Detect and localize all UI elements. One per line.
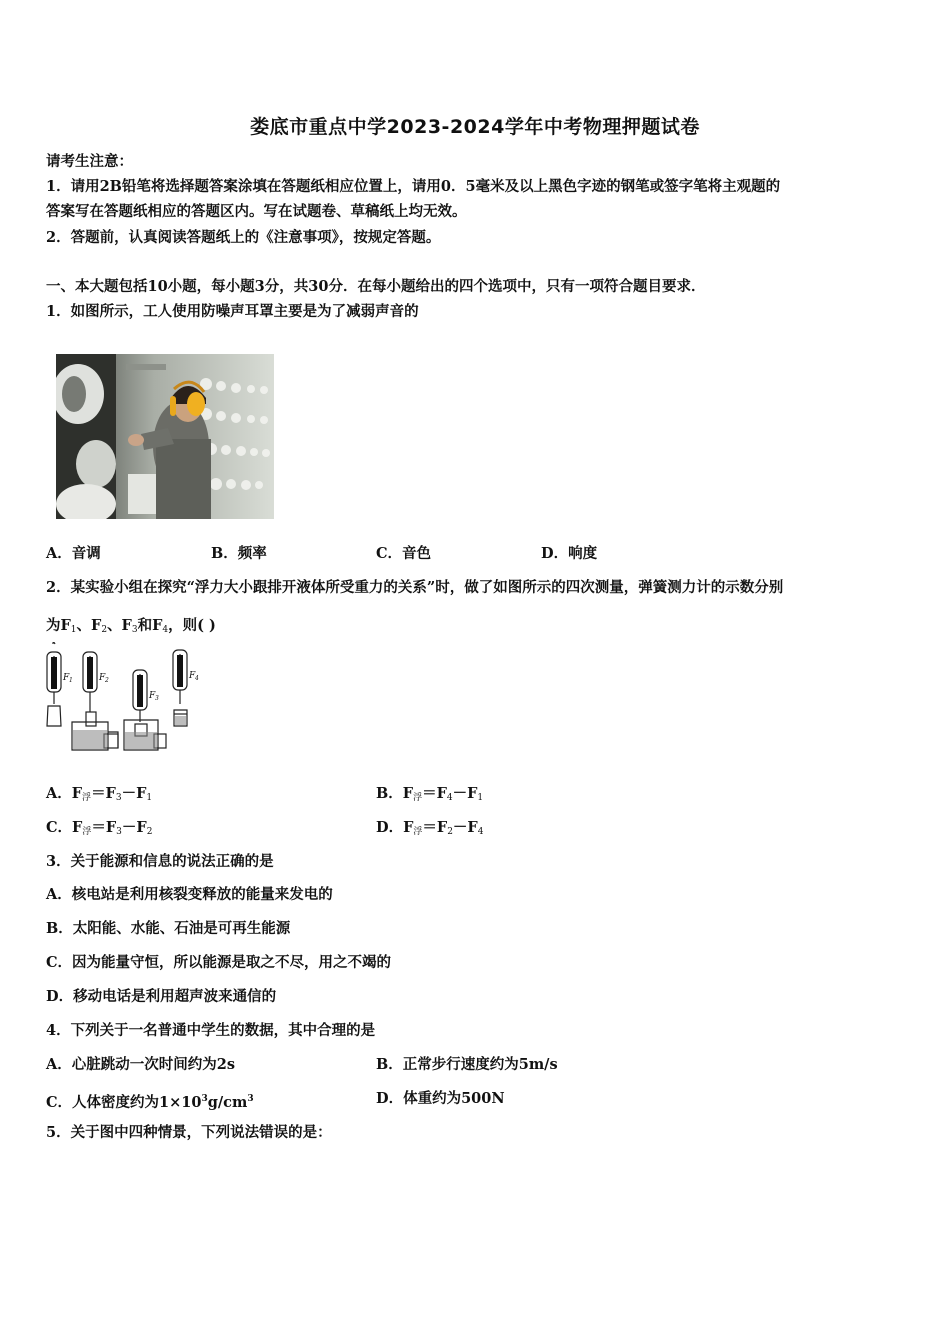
svg-text:F: F	[63, 673, 70, 683]
svg-text:3: 3	[155, 695, 159, 702]
question-4-option-a: A．心脏跳动一次时间约为2s	[46, 1056, 236, 1073]
question-2-stem-line-2: 为$F_1$、$F_2$、$F_3$和$F_4$，则( )	[46, 617, 216, 635]
question-2-option-c: C．$F_浮=F_3-F_2$	[46, 819, 153, 837]
question-1-option-b: B．频率	[211, 545, 267, 562]
question-4-option-c: C．人体密度约为$1\times 10^3g/cm^3$	[46, 1094, 254, 1111]
page-title: 娄底市重点中学2023-2024学年中考物理押题试卷	[250, 116, 700, 138]
svg-text:F: F	[99, 673, 106, 683]
question-2-option-a: A．$F_浮=F_3-F_1$	[46, 785, 153, 803]
worker-earmuffs-photo	[56, 354, 274, 519]
question-3-option-b: B．太阳能、水能、石油是可再生能源	[46, 920, 291, 937]
question-4-option-d: D．体重约为500N	[376, 1090, 505, 1107]
question-3-option-c: C．因为能量守恒，所以能源是取之不尽，用之不竭的	[46, 954, 392, 971]
spring-scale-figure	[42, 642, 212, 754]
svg-text:F: F	[149, 691, 156, 701]
svg-text:1: 1	[69, 677, 73, 684]
question-3-option-a: A．核电站是利用核裂变释放的能量来发电的	[46, 886, 333, 903]
question-3-option-d: D．移动电话是利用超声波来通信的	[46, 988, 277, 1005]
svg-text:4: 4	[195, 675, 199, 682]
question-3-stem: 3．关于能源和信息的说法正确的是	[46, 853, 274, 870]
question-4-stem: 4．下列关于一名普通中学生的数据，其中合理的是	[46, 1022, 376, 1039]
question-1-option-a: A．音调	[46, 545, 101, 562]
notice-item-1-line-2: 答案写在答题纸相应的答题区内。写在试题卷、草稿纸上均无效。	[46, 203, 467, 220]
notice-heading: 请考生注意：	[46, 153, 133, 170]
question-1-stem: 1．如图所示，工人使用防噪声耳罩主要是为了减弱声音的	[46, 303, 419, 320]
question-2-option-d: D．$F_浮=F_2-F_4$	[376, 819, 484, 837]
question-1-option-d: D．响度	[541, 545, 598, 562]
svg-text:2: 2	[105, 677, 109, 684]
question-2-option-b: B．$F_浮=F_4-F_1$	[376, 785, 484, 803]
notice-item-2: 2．答题前，认真阅读答题纸上的《注意事项》，按规定答题。	[46, 229, 441, 246]
notice-item-1-line-1: 1．请用2B铅笔将选择题答案涂填在答题纸相应位置上，请用0．5毫米及以上黑色字迹的钢笔或签字笔将主观题的	[46, 178, 781, 195]
question-4-option-b: B．正常步行速度约为5m/s	[376, 1056, 558, 1073]
question-1-option-c: C．音色	[376, 545, 432, 562]
question-2-stem-line-1: 2．某实验小组在探究“浮力大小跟排开液体所受重力的关系”时，做了如图所示的四次测量，弹簧测力计的示数分别	[46, 579, 784, 596]
svg-text:F: F	[189, 671, 196, 681]
section-1-instructions: 一、本大题包括10小题，每小题3分，共30分．在每小题给出的四个选项中，只有一项符合题目要求．	[46, 278, 706, 295]
question-5-stem: 5．关于图中四种情景，下列说法错误的是：	[46, 1124, 332, 1141]
